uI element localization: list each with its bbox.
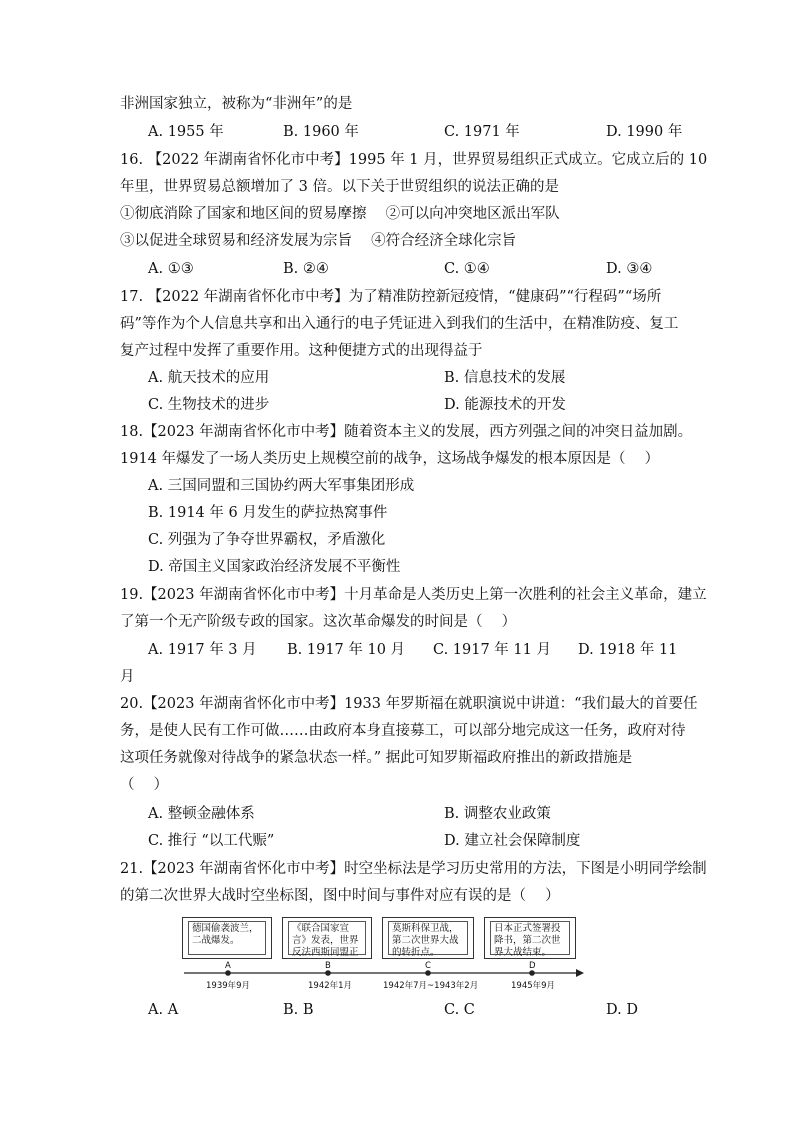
question-15-stem-tail: 非洲国家独立，被称为“非洲年”的是 bbox=[120, 96, 353, 112]
timeline-box-d-text: 日本正式签署投降书，第二次世界大战结束。 bbox=[490, 921, 570, 955]
q19-option-a: A. 1917 年 3 月 bbox=[148, 642, 257, 658]
q21-option-b: B. B bbox=[283, 1002, 314, 1018]
q17-stem-line-2: 码”等作为个人信息共享和出入通行的电子凭证进入到我们的生活中，在精准防疫、复工 bbox=[120, 316, 679, 332]
timeline-box-d bbox=[484, 917, 576, 959]
timeline-date-c: 1942年7月~1943年2月 bbox=[383, 981, 479, 991]
q21-option-c: C. C bbox=[444, 1002, 475, 1018]
q21-option-d: D. D bbox=[606, 1002, 638, 1018]
q15-option-a: A. 1955 年 bbox=[148, 124, 224, 140]
q18-stem-line-2: 1914 年爆发了一场人类历史上规模空前的战争，这场战争爆发的根本原因是（ ） bbox=[120, 451, 660, 467]
timeline-point-a bbox=[225, 970, 231, 976]
q16-stem-line-1: 16. 【2022 年湖南省怀化市中考】1995 年 1 月，世界贸易组织正式成立。它成立后的 10 bbox=[120, 152, 708, 168]
q20-option-c: C. 推行 “以工代赈” bbox=[148, 833, 275, 849]
q16-stem-line-4: ③以促进全球贸易和经济发展为宗旨 ④符合经济全球化宗旨 bbox=[120, 233, 517, 249]
timeline-label-c: C bbox=[425, 961, 431, 971]
q21-stem-line-1: 21.【2023 年湖南省怀化市中考】时空坐标法是学习历史常用的方法，下图是小明同学绘制 bbox=[120, 861, 707, 877]
q17-stem-line-1: 17. 【2022 年湖南省怀化市中考】为了精准防控新冠疫情，“健康码”“行程码”“场所 bbox=[120, 289, 662, 305]
q16-option-b: B. ②④ bbox=[283, 261, 329, 277]
q20-stem-line-3: 这项任务就像对待战争的紧急状态一样。” 据此可知罗斯福政府推出的新政措施是 bbox=[120, 750, 633, 766]
q16-option-a: A. ①③ bbox=[148, 261, 194, 277]
q19-option-d-wrap: 月 bbox=[120, 669, 135, 685]
q18-option-b: B. 1914 年 6 月发生的萨拉热窝事件 bbox=[148, 505, 388, 521]
timeline-date-a: 1939年9月 bbox=[206, 981, 251, 991]
q18-option-d: D. 帝国主义国家政治经济发展不平衡性 bbox=[148, 559, 401, 575]
q19-option-d: D. 1918 年 11 bbox=[578, 642, 678, 658]
timeline-label-b: B bbox=[325, 961, 331, 971]
q18-option-a: A. 三国同盟和三国协约两大军事集团形成 bbox=[148, 478, 415, 494]
q20-stem-line-1: 20.【2023 年湖南省怀化市中考】1933 年罗斯福在就职演说中讲道：“我们最大的首要任 bbox=[120, 696, 698, 712]
timeline-box-c-text: 莫斯科保卫战，第二次世界大战的转折点。 bbox=[388, 921, 468, 955]
timeline-date-d: 1945年9月 bbox=[511, 981, 556, 991]
q19-option-b: B. 1917 年 10 月 bbox=[287, 642, 406, 658]
q19-stem-line-1: 19.【2023 年湖南省怀化市中考】十月革命是人类历史上第一次胜利的社会主义革命，建立 bbox=[120, 587, 707, 603]
q21-option-a: A. A bbox=[148, 1002, 179, 1018]
q20-option-a: A. 整顿金融体系 bbox=[148, 806, 255, 822]
q15-option-d: D. 1990 年 bbox=[606, 124, 683, 140]
q16-stem-line-3: ①彻底消除了国家和地区间的贸易摩擦 ②可以向冲突地区派出军队 bbox=[120, 206, 560, 222]
q18-option-c: C. 列强为了争夺世界霸权，矛盾激化 bbox=[148, 532, 386, 548]
timeline-label-d: D bbox=[529, 961, 536, 971]
q20-option-d: D. 建立社会保障制度 bbox=[444, 833, 581, 849]
timeline-point-c bbox=[425, 970, 431, 976]
timeline-label-a: A bbox=[225, 961, 231, 971]
q18-stem-line-1: 18.【2023 年湖南省怀化市中考】随着资本主义的发展，西方列强之间的冲突日益加剧。 bbox=[120, 424, 693, 440]
timeline-box-b-text: 《联合国家宣言》发表，世界反法西斯同盟正 bbox=[288, 921, 366, 955]
q15-option-b: B. 1960 年 bbox=[283, 124, 359, 140]
timeline-box-b bbox=[282, 917, 372, 959]
q17-stem-line-3: 复产过程中发挥了重要作用。这种便捷方式的出现得益于 bbox=[120, 343, 483, 359]
q16-stem-line-2: 年里，世界贸易总额增加了 3 倍。以下关于世贸组织的说法正确的是 bbox=[120, 179, 559, 195]
q19-stem-line-2: 了第一个无产阶级专政的国家。这次革命爆发的时间是（ ） bbox=[120, 614, 517, 630]
q17-option-c: C. 生物技术的进步 bbox=[148, 397, 270, 413]
q20-option-b: B. 调整农业政策 bbox=[444, 806, 551, 822]
q16-option-d: D. ③④ bbox=[606, 261, 653, 277]
q15-option-c: C. 1971 年 bbox=[444, 124, 520, 140]
q21-stem-line-2: 的第二次世界大战时空坐标图，图中时间与事件对应有误的是（ ） bbox=[120, 888, 560, 904]
timeline-box-c bbox=[382, 917, 474, 959]
q17-option-b: B. 信息技术的发展 bbox=[444, 370, 566, 386]
q16-option-c: C. ①④ bbox=[444, 261, 490, 277]
timeline-box-a bbox=[182, 917, 272, 959]
q17-option-a: A. 航天技术的应用 bbox=[148, 370, 270, 386]
timeline-point-d bbox=[529, 970, 535, 976]
timeline-point-b bbox=[325, 970, 331, 976]
timeline-date-b: 1942年1月 bbox=[308, 981, 353, 991]
q17-option-d: D. 能源技术的开发 bbox=[444, 397, 566, 413]
timeline-box-a-text: 德国偷袭波兰，二战爆发。 bbox=[188, 921, 266, 955]
q19-option-c: C. 1917 年 11 月 bbox=[433, 642, 551, 658]
q20-stem-line-2: 务，是使人民有工作可做……由政府本身直接募工，可以部分地完成这一任务，政府对待 bbox=[120, 723, 686, 739]
q20-stem-line-4: （ ） bbox=[120, 777, 169, 793]
